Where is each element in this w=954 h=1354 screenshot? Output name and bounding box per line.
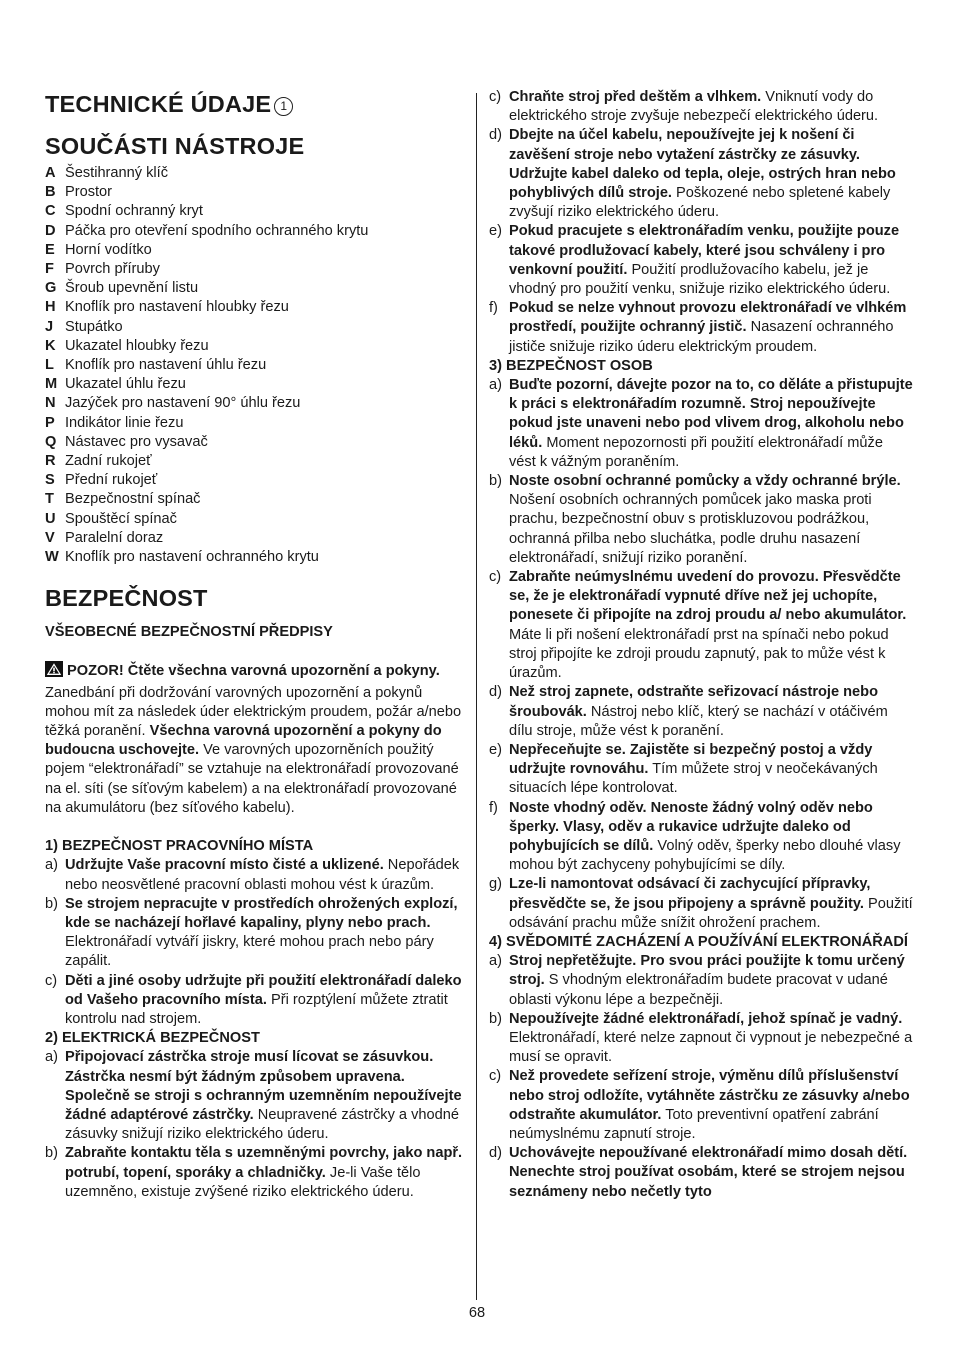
section-3-heading: 3) BEZPEČNOST OSOB — [489, 357, 653, 374]
item-explanation: Volný oděv, šperky nebo dlouhé vlasy mohou být zachyceny pohybujícími se díly. — [509, 837, 901, 874]
part-letter: U — [45, 510, 56, 527]
column-divider — [476, 93, 477, 1300]
item-text — [509, 376, 913, 472]
item-text — [509, 222, 913, 299]
item-explanation: Máte li při nošení elektronářadí prst na spínači nebo pokud stroj připojíte ke zdroji proudu zapnutý, pak to může vést k úrazům. — [509, 626, 889, 682]
safety-item — [489, 875, 913, 933]
part-name: Zadní rukojeť — [65, 453, 152, 470]
part-item — [45, 414, 463, 433]
part-name: Spouštěcí spínač — [65, 510, 177, 527]
item-letter: g) — [489, 876, 502, 893]
section-3-list — [489, 376, 913, 933]
general-warning — [45, 661, 463, 818]
item-letter: c) — [489, 89, 502, 105]
part-item — [45, 202, 463, 221]
parts-list — [45, 164, 463, 567]
warning-text-1: Zanedbání při dodržování varovných upozornění a pokynů mohou mít za následek úder elektrickým proudem, požár a/nebo těžká poranění. — [45, 684, 462, 740]
part-letter: A — [45, 165, 56, 181]
item-explanation: Nepořádek nebo neosvětlené pracovní oblasti mohou vést k úrazům. — [65, 857, 460, 893]
item-rule: Chraňte stroj před deštěm a vlhkem. — [509, 89, 762, 105]
part-item — [45, 164, 463, 183]
part-letter: L — [45, 357, 54, 374]
safety-item — [489, 299, 913, 357]
page-number: 68 — [468, 1305, 486, 1321]
item-explanation: Nasazení ochranného jističe snižuje riziko úderu elektrickým proudem. — [509, 319, 894, 355]
item-text — [65, 1144, 463, 1202]
item-explanation: Je-li Vaše tělo uzemněno, existuje zvýšené riziko elektrického úderu. — [65, 1164, 421, 1200]
item-text — [509, 88, 913, 126]
item-text — [509, 1010, 913, 1068]
item-letter: b) — [489, 473, 502, 490]
item-text — [509, 952, 913, 1010]
part-item — [45, 356, 463, 375]
safety-item — [489, 1067, 913, 1144]
safety-item — [489, 799, 913, 876]
item-text — [509, 299, 913, 357]
item-text — [509, 875, 913, 933]
part-name: Knoflík pro nastavení ochranného krytu — [65, 549, 319, 566]
part-letter: G — [45, 280, 57, 297]
part-letter: E — [45, 241, 55, 258]
item-letter: c) — [489, 1068, 502, 1085]
item-text — [509, 741, 913, 799]
item-rule: Než stroj zapnete, odstraňte seřizovací nástroje nebo šroubovák. — [509, 684, 878, 720]
item-rule: Pokud pracujete s elektronářadím venku, použijte pouze takové prodlužovací kabely, které jsou schváleny i pro venkovní použití. — [509, 223, 900, 278]
item-text — [65, 856, 463, 894]
item-explanation: Poškozené nebo spletené kabely zvyšují riziko elektrického úderu. — [509, 185, 891, 221]
item-letter: f) — [489, 799, 498, 816]
item-rule: Stroj nepřetěžujte. Pro svou práci použijte k tomu určený stroj. — [509, 953, 905, 989]
tech-data-heading — [45, 90, 463, 118]
safety-item — [489, 376, 913, 472]
part-item — [45, 241, 463, 260]
item-text — [509, 472, 913, 568]
item-rule: Lze-li namontovat odsávací či zachycující přípravky, přesvědčte se, že jsou připojeny a správně použity. — [509, 876, 871, 912]
item-text — [65, 972, 463, 1030]
item-letter: a) — [45, 857, 58, 874]
part-item — [45, 260, 463, 279]
item-rule: Noste vhodný oděv. Nenoste žádný volný oděv nebo šperky. Vlasy, oděv a rukavice udržujte daleko od pohybujících se dílů. — [509, 799, 873, 854]
part-name: Šroub upevnění listu — [65, 280, 199, 297]
warning-icon — [45, 661, 63, 683]
part-name: Paralelní doraz — [65, 529, 164, 546]
item-text — [65, 895, 463, 972]
section-1-heading: 1) BEZPEČNOST PRACOVNÍHO MÍSTA — [45, 838, 314, 855]
parts-heading: SOUČÁSTI NÁSTROJE — [45, 133, 305, 159]
part-item — [45, 337, 463, 356]
item-rule: Uchovávejte nepoužívané elektronářadí mimo dosah dětí. Nenechte stroj používat osobám, které se strojem nejsou seznámeny nebo nečetly tyto — [509, 1145, 908, 1200]
part-letter: N — [45, 395, 56, 412]
part-item — [45, 452, 463, 471]
tech-data-title: TECHNICKÉ ÚDAJE — [45, 91, 272, 117]
part-item — [45, 222, 463, 241]
safety-item — [489, 1010, 913, 1068]
part-name: Jazýček pro nastavení 90° úhlu řezu — [65, 395, 301, 412]
item-rule: Zabraňte neúmyslnému uvedení do provozu. Přesvědčte se, že je elektronářadí vypnuté dříve než jej uchopíte, ponesete či připojíte na zdroj proudu a/ nebo akumulátor. — [509, 569, 907, 624]
part-letter: R — [45, 453, 56, 470]
section-2-list-cont — [489, 88, 913, 357]
item-explanation: S vhodným elektronářadím budete pracovat v udané oblasti výkonu lépe a bezpečněji. — [509, 972, 888, 1008]
warning-keep: Všechna varovná upozornění a pokyny do budoucna uschovejte. — [45, 723, 442, 759]
item-rule: Se strojem nepracujte v prostředích ohrožených explozí, kde se nacházejí hořlavé kapaliny, plyny nebo prach. — [65, 895, 458, 931]
part-name: Indikátor linie řezu — [65, 414, 184, 431]
part-item — [45, 490, 463, 509]
item-letter: e) — [489, 741, 502, 758]
item-letter: d) — [489, 684, 502, 701]
section-2-list — [45, 1048, 463, 1202]
item-letter: e) — [489, 223, 502, 240]
part-letter: S — [45, 472, 55, 489]
part-name: Šestihranný klíč — [65, 165, 169, 181]
item-rule: Pokud se nelze vyhnout provozu elektronářadí ve vlhkém prostředí, použijte ochranný jistič. — [509, 300, 907, 336]
item-letter: b) — [45, 895, 58, 912]
part-name: Nástavec pro vysavač — [65, 433, 208, 450]
part-letter: Q — [45, 433, 57, 450]
item-rule: Buďte pozorní, dávejte pozor na to, co děláte a přistupujte k práci s elektronářadím rozumně. Stroj nepoužívejte pokud jste unaveni nebo pod vlivem drog, alkoholu nebo léků. — [509, 377, 913, 451]
part-item — [45, 298, 463, 317]
item-text — [509, 568, 913, 683]
part-item — [45, 433, 463, 452]
part-letter: D — [45, 222, 56, 239]
item-letter: f) — [489, 300, 498, 317]
safety-item — [45, 1144, 463, 1202]
part-letter: T — [45, 491, 54, 508]
warning-text-2: Ve varovných upozorněních použitý pojem “elektronářadí” se vztahuje na elektronářadí provozované na el. síti (se síťovým kabelem) a na elektronářadí provozované na akumulátoru (bez síťového kabelu). — [45, 742, 459, 816]
safety-item — [45, 1048, 463, 1144]
item-rule: Nepoužívejte žádné elektronářadí, jehož spínač je vadný. — [509, 1010, 903, 1027]
part-name: Povrch příruby — [65, 261, 160, 278]
safety-item — [45, 856, 463, 894]
item-explanation: Moment nepozornosti při použití elektronářadí může vést k vážným poraněním. — [509, 434, 883, 470]
item-explanation: Tím můžete stroj v neočekávaných situacích lépe kontrolovat. — [509, 761, 878, 797]
section-4-list — [489, 952, 913, 1202]
item-rule: Připojovací zástrčka stroje musí lícovat se zásuvkou. Zástrčka nesmí být žádným způsobem upravena. Společně se stroji s ochranným uzemněním nepoužívejte žádné adaptérové zástrčky. — [65, 1049, 462, 1123]
part-name: Horní vodítko — [65, 241, 152, 258]
part-name: Knoflík pro nastavení hloubky řezu — [65, 299, 289, 316]
item-explanation: Použití odsávání prachu může snížit ohrožení prachem. — [509, 895, 913, 931]
item-letter: a) — [45, 1049, 58, 1066]
part-name: Ukazatel úhlu řezu — [65, 376, 186, 393]
part-item — [45, 394, 463, 413]
part-item — [45, 471, 463, 490]
item-explanation: Použití prodlužovacího kabelu, jež je vhodný pro použití venku, snižuje riziko elektrického úderu. — [509, 261, 891, 298]
item-explanation: Nošení osobních ochranných pomůcek jako maska proti prachu, bezpečnostní obuv s protiskluzovou podrážkou, ochranná přilba nebo sluchátka, podle druhu nasazení elektronářadí, snižují riziko poranění. — [509, 492, 872, 566]
part-name: Páčka pro otevření spodního ochranného krytu — [65, 222, 369, 239]
item-letter: d) — [489, 127, 502, 144]
part-name: Prostor — [65, 184, 113, 201]
item-explanation: Elektronářadí vytváří jiskry, které mohou prach nebo páry zapálit. — [65, 934, 434, 970]
item-letter: d) — [489, 1145, 502, 1162]
item-rule: Děti a jiné osoby udržujte při použití elektronářadí daleko od Vašeho pracovního místa. — [65, 972, 462, 1008]
part-letter: M — [45, 376, 58, 393]
safety-item — [489, 472, 913, 568]
item-rule: Než provedete seřízení stroje, výměnu dílů příslušenství nebo stroj odložíte, vytáhněte zástrčku ze zásuvky a/nebo odstraňte akumulátor. — [509, 1068, 910, 1123]
safety-item — [489, 88, 913, 126]
part-name: Stupátko — [65, 318, 123, 335]
safety-item — [489, 952, 913, 1010]
item-letter: b) — [45, 1145, 58, 1162]
safety-item — [45, 972, 463, 1030]
part-item — [45, 318, 463, 337]
part-item — [45, 510, 463, 529]
safety-item — [489, 683, 913, 741]
safety-item — [489, 1144, 913, 1202]
section-1-list — [45, 856, 463, 1029]
part-name: Spodní ochranný kryt — [65, 203, 203, 220]
item-text — [509, 799, 913, 876]
part-letter: J — [45, 318, 54, 335]
safety-heading: BEZPEČNOST — [45, 585, 208, 612]
part-item — [45, 375, 463, 394]
section-2-heading: 2) ELEKTRICKÁ BEZPEČNOST — [45, 1030, 260, 1047]
item-text — [509, 683, 913, 741]
part-letter: C — [45, 203, 56, 220]
part-item — [45, 548, 463, 567]
part-letter: B — [45, 184, 56, 201]
item-explanation: Vniknutí vody do elektrického stroje zvyšuje nebezpečí elektrického úderu. — [509, 89, 879, 125]
part-name: Knoflík pro nastavení úhlu řezu — [65, 357, 267, 374]
part-letter: F — [45, 261, 54, 278]
item-rule: Nepřeceňujte se. Zajistěte si bezpečný postoj a vždy udržujte rovnováhu. — [509, 741, 873, 778]
safety-item — [489, 568, 913, 683]
item-rule: Noste osobní ochranné pomůcky a vždy ochranné brýle. — [509, 473, 901, 490]
part-name: Bezpečnostní spínač — [65, 491, 201, 508]
safety-item — [489, 741, 913, 799]
item-letter: c) — [45, 972, 58, 989]
safety-item — [489, 126, 913, 222]
part-name: Ukazatel hloubky řezu — [65, 337, 209, 354]
item-explanation: Nástroj nebo klíč, který se nachází v otáčivém dílu stroje, může vést k poranění. — [509, 703, 888, 739]
item-text — [509, 1067, 913, 1144]
part-item — [45, 279, 463, 298]
item-rule: Zabraňte kontaktu těla s uzemněnými povrchy, jako např. potrubí, topení, sporáky a chladničky. — [65, 1145, 463, 1181]
part-item — [45, 183, 463, 202]
item-text — [509, 1144, 913, 1202]
part-letter: W — [45, 549, 59, 566]
item-text — [65, 1048, 463, 1144]
section-4-heading: 4) SVĚDOMITÉ ZACHÁZENÍ A POUŽÍVÁNÍ ELEKTRONÁŘADÍ — [489, 933, 908, 950]
item-rule: Dbejte na účel kabelu, nepoužívejte jej k nošení či zavěšení stroje nebo vytažení zástrčky ze zásuvky. Udržujte kabel daleko od tepla, oleje, ostrých hran nebo pohyblivých dílů stroje. — [509, 127, 896, 202]
item-explanation: Elektronářadí, které nelze zapnout či vypnout je nebezpečné a musí se opravit. — [509, 1029, 913, 1066]
part-letter: H — [45, 299, 56, 316]
part-letter: K — [45, 337, 56, 354]
part-letter: P — [45, 414, 55, 431]
general-safety-heading: VŠEOBECNÉ BEZPEČNOSTNÍ PŘEDPISY — [45, 624, 333, 641]
warning-lead: POZOR! Čtěte všechna varovná upozornění a pokyny. — [67, 663, 440, 680]
item-letter: b) — [489, 1010, 502, 1027]
item-letter: a) — [489, 377, 502, 394]
part-letter: V — [45, 529, 55, 546]
part-name: Přední rukojeť — [65, 472, 158, 489]
item-text — [509, 126, 913, 222]
item-rule: Udržujte Vaše pracovní místo čisté a uklizené. — [65, 857, 384, 874]
part-item — [45, 529, 463, 548]
right-column — [489, 88, 913, 1202]
safety-item — [45, 895, 463, 972]
item-letter: a) — [489, 953, 502, 970]
left-column — [45, 88, 463, 1202]
figure-ref-badge: 1 — [274, 97, 293, 116]
item-explanation: Neupravené zástrčky a vhodné zásuvky snižují riziko elektrického úderu. — [65, 1106, 459, 1143]
item-explanation: Při rozptýlení můžete ztratit kontrolu nad strojem. — [65, 991, 448, 1027]
item-explanation: Toto preventivní opatření zabrání neúmyslnému zapnutí stroje. — [509, 1106, 879, 1142]
safety-item — [489, 222, 913, 299]
item-letter: c) — [489, 569, 502, 586]
